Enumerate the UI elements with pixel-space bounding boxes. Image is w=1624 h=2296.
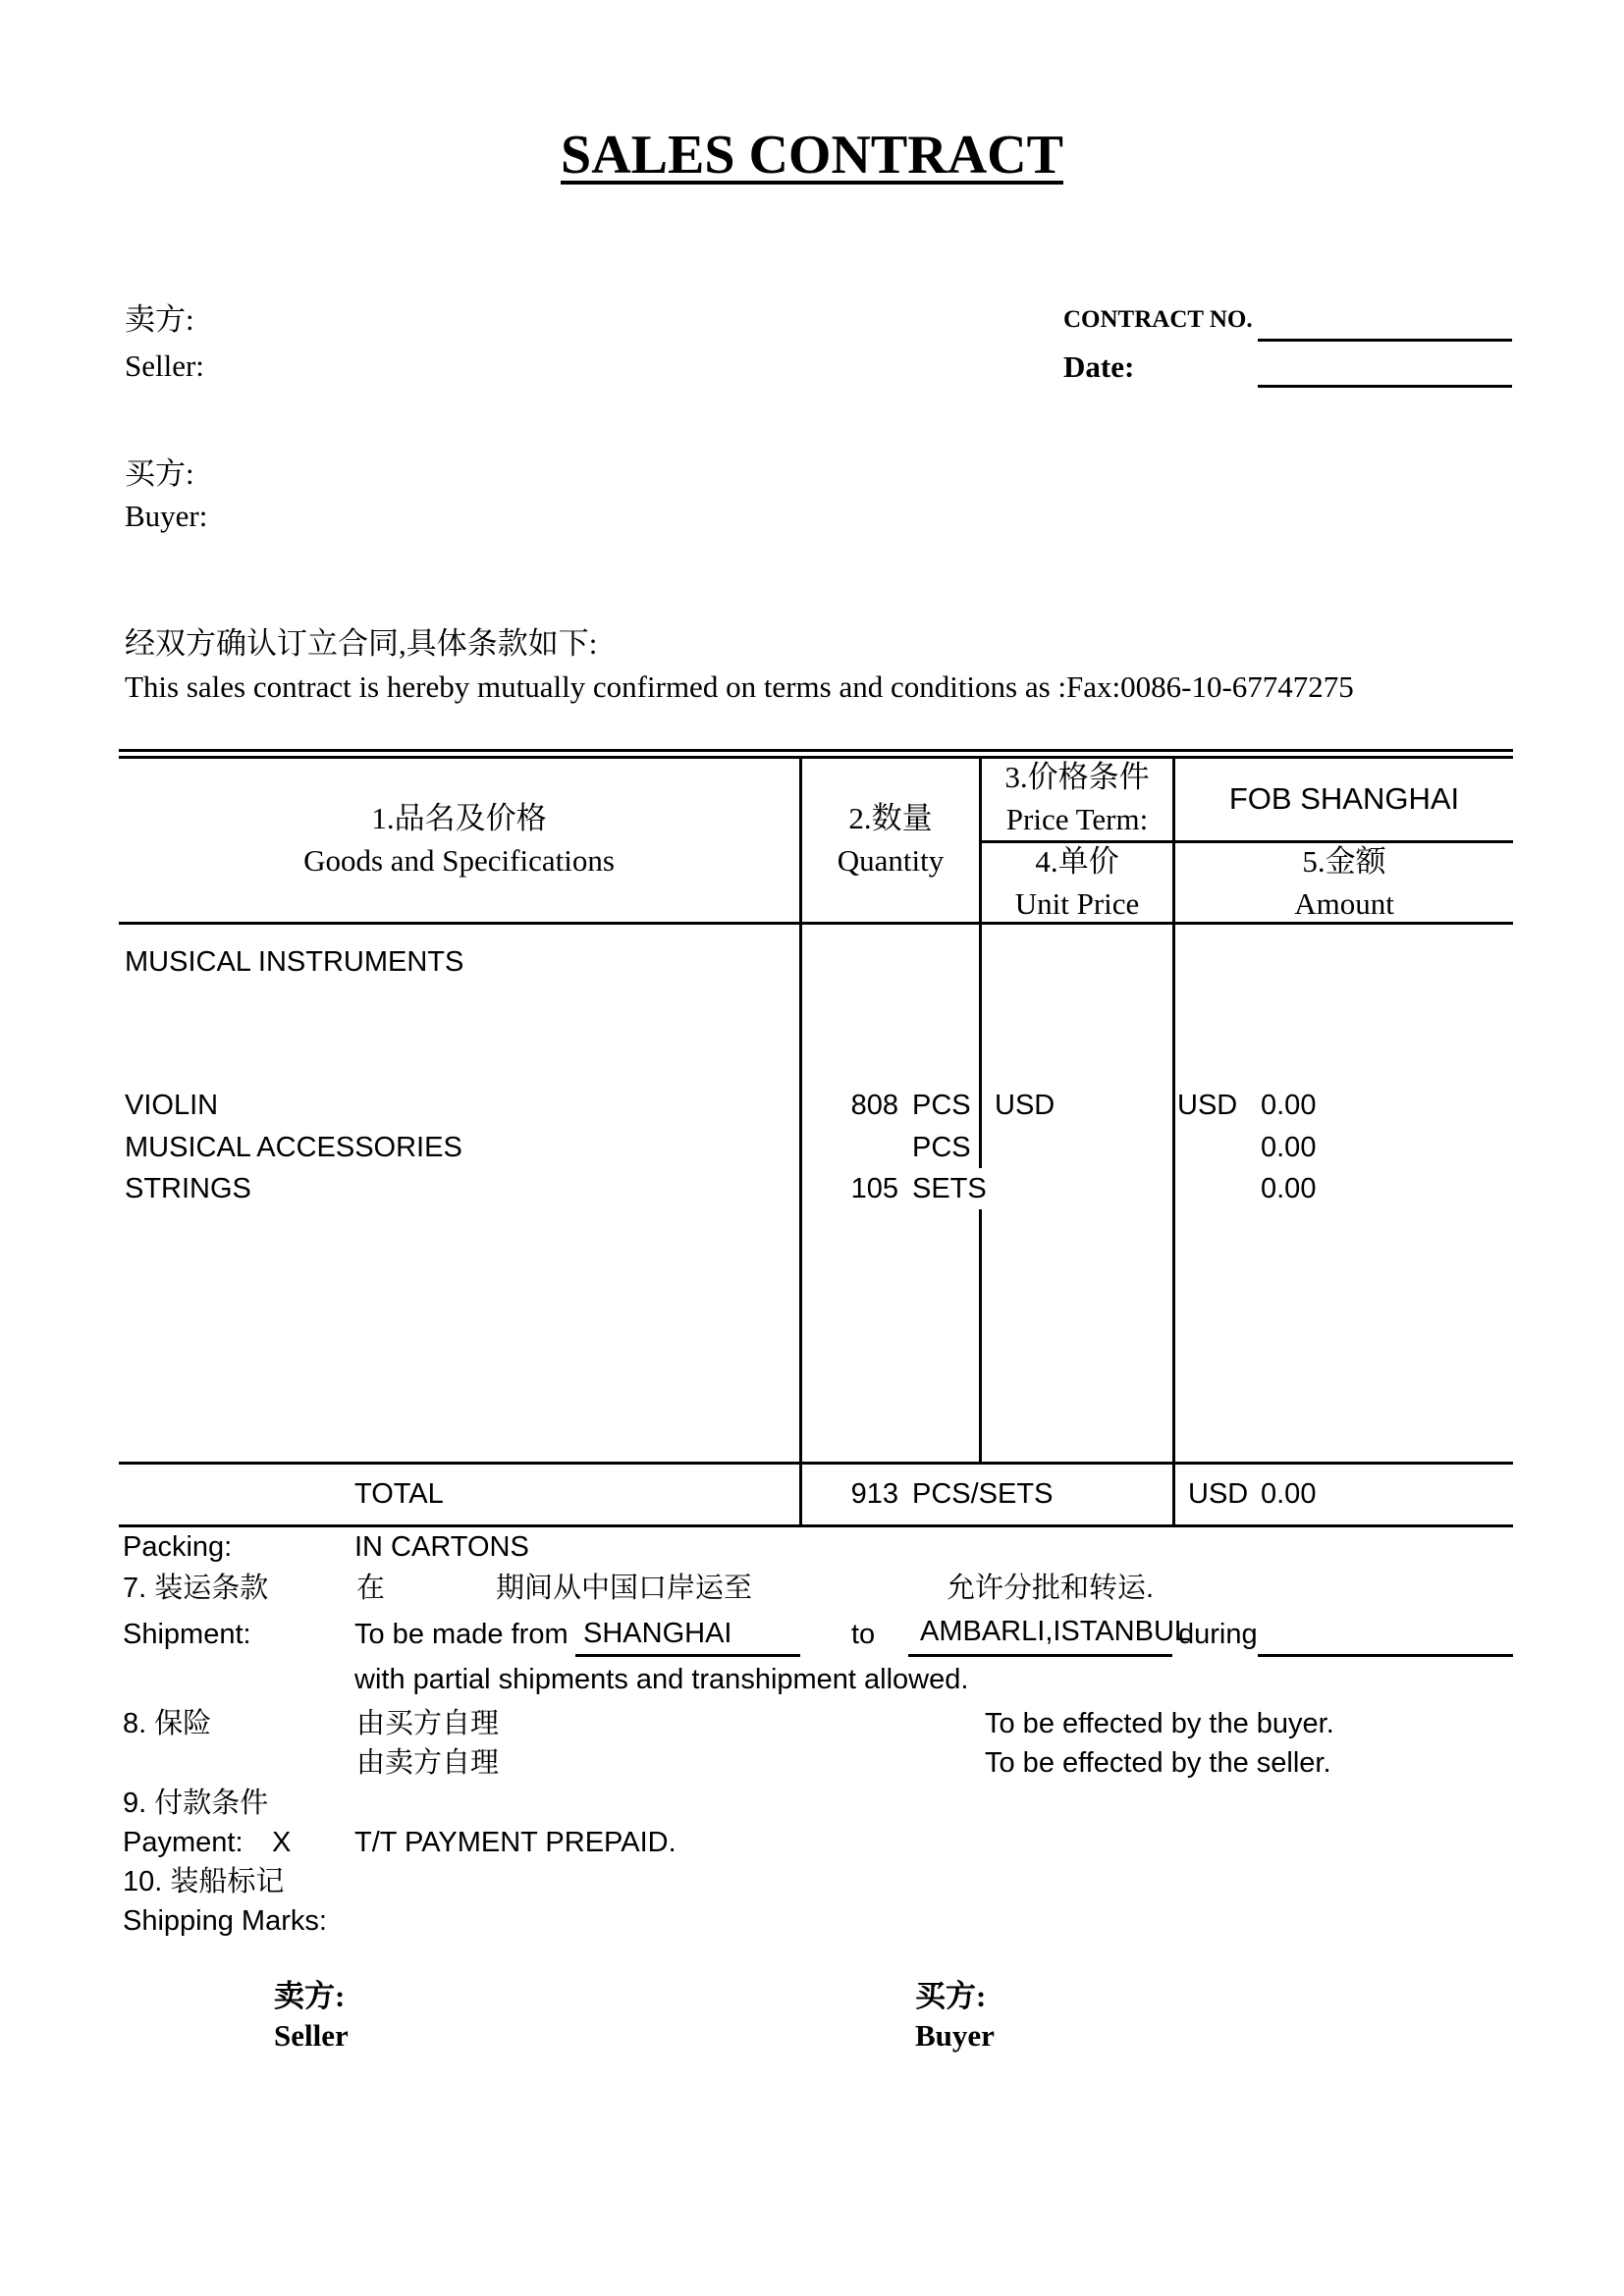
- signature-seller: Seller: [274, 2018, 349, 2053]
- signature-seller-cn: 卖方:: [274, 1979, 346, 2013]
- total-label: TOTAL: [354, 1478, 444, 1510]
- table-row-amount-currency: USD: [1177, 1090, 1238, 1121]
- col-header-price-term: [982, 756, 1172, 841]
- shipment-from-text: To be made from: [354, 1619, 568, 1650]
- col-header-goods-en: Goods and Specifications: [303, 843, 615, 879]
- col-divider-2b: [979, 1209, 982, 1464]
- col-header-amount-en: Amount: [1294, 886, 1394, 922]
- col-header-amount-cn: 5.金额: [1302, 844, 1386, 879]
- body-bottom-rule: [119, 1462, 1513, 1465]
- title-text: SALES CONTRACT: [561, 125, 1063, 186]
- table-row-qty: 105: [850, 1173, 898, 1204]
- payment-label: Payment:: [123, 1827, 244, 1858]
- total-unit: PCS/SETS: [912, 1478, 1054, 1510]
- shipment-label: Shipment:: [123, 1619, 251, 1650]
- col-header-quantity-en: Quantity: [837, 843, 945, 879]
- shipment-period-field[interactable]: [1258, 1654, 1513, 1657]
- shipment-from-field[interactable]: [575, 1654, 800, 1657]
- col-header-unit-price: [982, 840, 1172, 926]
- table-row-goods: MUSICAL ACCESSORIES: [125, 1132, 462, 1163]
- table-row-amount: 0.00: [1261, 1090, 1317, 1121]
- total-amount: 0.00: [1261, 1478, 1317, 1510]
- shipment-to-text: to: [851, 1619, 876, 1650]
- insurance-buyer-cn: 由买方自理: [356, 1708, 500, 1739]
- contract-no-field[interactable]: [1258, 339, 1512, 342]
- table-row-unit: PCS: [912, 1090, 971, 1121]
- insurance-seller-cn: 由卖方自理: [356, 1747, 500, 1779]
- table-row-unit: PCS: [912, 1132, 971, 1163]
- payment-mark: X: [272, 1827, 292, 1858]
- shipment-to-value: AMBARLI,ISTANBUL: [920, 1616, 1191, 1647]
- signature-buyer: Buyer: [915, 2018, 995, 2053]
- date-field[interactable]: [1258, 385, 1512, 388]
- insurance-seller-en: To be effected by the seller.: [985, 1747, 1331, 1779]
- table-top-rule-2: [119, 756, 1513, 759]
- total-bottom-rule: [119, 1524, 1513, 1527]
- table-row-goods: STRINGS: [125, 1173, 251, 1204]
- col-header-goods-cn: 1.品名及价格: [371, 801, 547, 835]
- col-header-price-term-cn: 3.价格条件: [1004, 760, 1150, 794]
- buyer-label-cn: 买方:: [125, 456, 194, 491]
- insurance-label: 8. 保险: [123, 1708, 212, 1739]
- payment-value: T/T PAYMENT PREPAID.: [354, 1827, 677, 1858]
- total-qty: 913: [850, 1478, 898, 1510]
- col-header-quantity: [802, 797, 979, 882]
- col-header-quantity-cn: 2.数量: [848, 801, 933, 835]
- shipping-marks-label-cn: 10. 装船标记: [123, 1866, 285, 1897]
- table-row-qty: 808: [850, 1090, 898, 1121]
- table-row-goods: VIOLIN: [125, 1090, 219, 1121]
- shipment-cn-at: 在: [356, 1573, 386, 1604]
- shipment-cn-end: 允许分批和转运.: [947, 1573, 1155, 1604]
- signature-buyer-cn: 买方:: [915, 1979, 987, 2013]
- table-row-amount: 0.00: [1261, 1132, 1317, 1163]
- shipping-marks-label: Shipping Marks:: [123, 1905, 327, 1937]
- seller-label-cn: 卖方:: [125, 302, 194, 337]
- goods-category: MUSICAL INSTRUMENTS: [125, 946, 464, 978]
- shipment-label-cn: 7. 装运条款: [123, 1573, 269, 1604]
- table-row-unit: SETS: [912, 1173, 987, 1204]
- buyer-label: Buyer:: [125, 499, 208, 533]
- total-currency: USD: [1188, 1478, 1249, 1510]
- packing-label: Packing:: [123, 1531, 233, 1563]
- table-row-unit-price: USD: [995, 1090, 1056, 1121]
- shipment-partial-text: with partial shipments and transhipment allowed.: [354, 1664, 969, 1695]
- shipment-from-value: SHANGHAI: [583, 1618, 732, 1649]
- shipment-cn-mid: 期间从中国口岸运至: [496, 1573, 753, 1604]
- col-header-goods: [119, 797, 799, 882]
- table-top-rule-1: [119, 749, 1513, 752]
- seller-label: Seller:: [125, 348, 204, 383]
- price-term-value: FOB SHANGHAI: [1228, 781, 1460, 816]
- packing-value: IN CARTONS: [354, 1531, 529, 1563]
- col-header-unit-price-cn: 4.单价: [1035, 844, 1119, 879]
- payment-label-cn: 9. 付款条件: [123, 1788, 269, 1819]
- insurance-buyer-en: To be effected by the buyer.: [985, 1708, 1334, 1739]
- intro-text-cn: 经双方确认订立合同,具体条款如下:: [125, 626, 598, 661]
- shipment-during-text: during: [1178, 1619, 1258, 1650]
- document-title: [0, 125, 1624, 186]
- contract-no-label: CONTRACT NO.: [1063, 306, 1253, 333]
- table-row-amount: 0.00: [1261, 1173, 1317, 1204]
- shipment-to-field[interactable]: [908, 1654, 1172, 1657]
- date-label: Date:: [1063, 349, 1135, 384]
- col-header-unit-price-en: Unit Price: [1014, 886, 1140, 922]
- intro-text: This sales contract is hereby mutually confirmed on terms and conditions as :Fax:0086-10-67747275: [125, 669, 1354, 704]
- col-header-price-term-en: Price Term:: [1005, 802, 1149, 837]
- col-header-amount: [1175, 840, 1513, 926]
